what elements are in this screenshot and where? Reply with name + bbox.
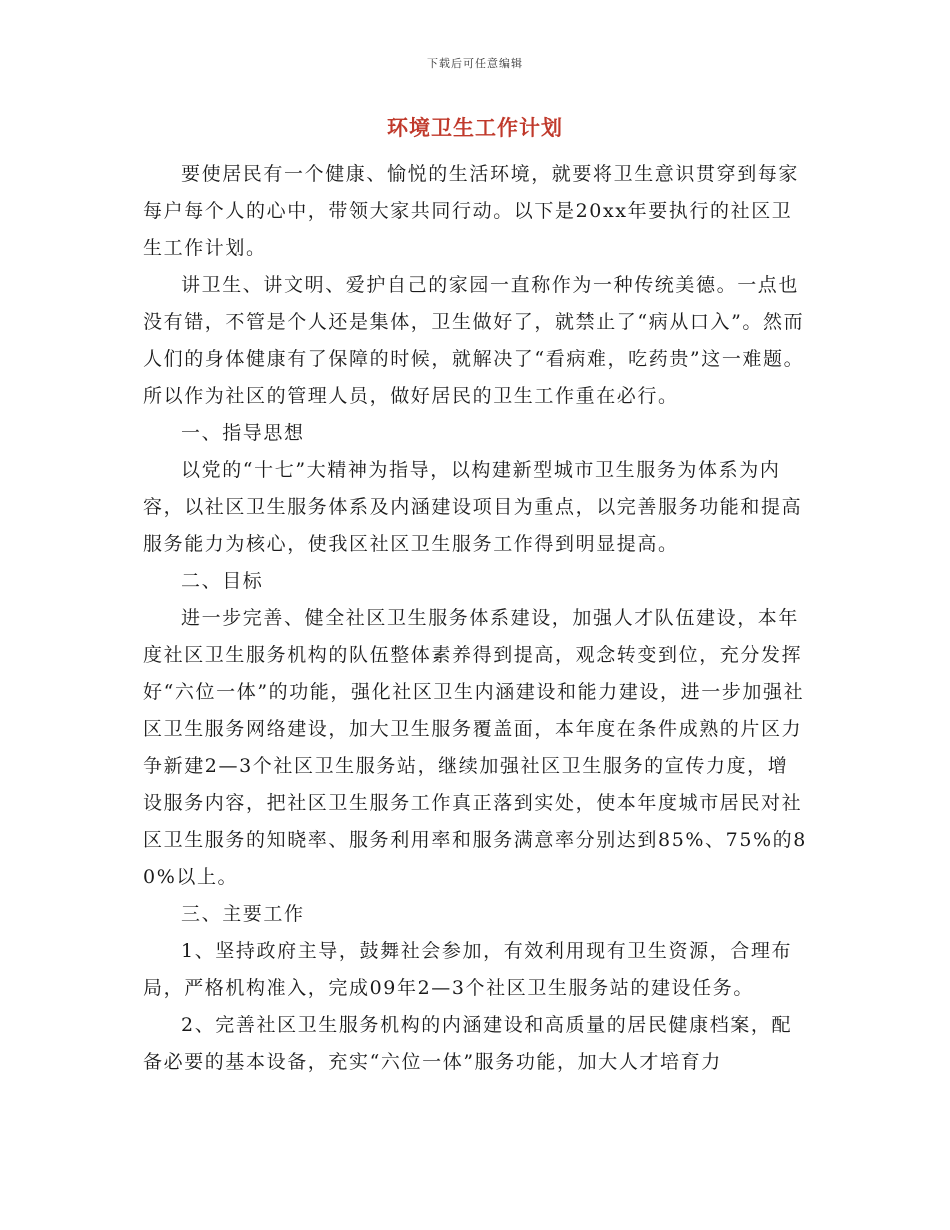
main-work-item-1: 1、坚持政府主导，鼓舞社会参加，有效利用现有卫生资源，合理布局，严格机构准入，完成09年2—3个社区卫生服务站的建设任务。 xyxy=(143,940,793,999)
document-title: 环境卫生工作计划 xyxy=(387,115,563,140)
guiding-principle-paragraph: 以党的“十七”大精神为指导，以构建新型城市卫生服务为体系为内容，以社区卫生服务体系及内涵建设项目为重点，以完善服务功能和提高服务能力为核心，使我区社区卫生服务工作得到明显提高。 xyxy=(143,459,803,555)
main-work-item-2: 2、完善社区卫生服务机构的内涵建设和高质量的居民健康档案，配备必要的基本设备，充实“六位一体”服务功能，加大人才培育力 xyxy=(143,1014,793,1073)
document-body xyxy=(143,156,808,1081)
page-header-note: 下载后可任意编辑 xyxy=(427,57,523,70)
intro-paragraph: 要使居民有一个健康、愉悦的生活环境，就要将卫生意识贯穿到每家每户每个人的心中，带领大家共同行动。以下是20xx年要执行的社区卫生工作计划。 xyxy=(143,163,800,259)
section-heading-goals: 二、目标 xyxy=(181,570,264,592)
goals-paragraph: 进一步完善、健全社区卫生服务体系建设，加强人才队伍建设，本年度社区卫生服务机构的队伍整体素养得到提高，观念转变到位，充分发挥好“六位一体”的功能，强化社区卫生内涵建设和能力建设，进一步加强社区卫生服务网络建设，加大卫生服务覆盖面，本年度在条件成熟的片区力争新建2—3个社区卫生服务站，继续加强社区卫生服务的宣传力度，增设服务内容，把社区卫生服务工作真正落到实处，使本年度城市居民对社区卫生服务的知晓率、服务利用率和服务满意率分别达到85%、75%的80%以上。 xyxy=(143,607,807,888)
section-heading-guiding-principle: 一、指导思想 xyxy=(181,422,305,444)
background-paragraph: 讲卫生、讲文明、爱护自己的家园一直称作为一种传统美德。一点也没有错，不管是个人还是集体，卫生做好了，就禁止了“病从口入”。然而人们的身体健康有了保障的时候，就解决了“看病难，吃药贵”这一难题。所以作为社区的管理人员，做好居民的卫生工作重在必行。 xyxy=(143,274,805,407)
section-heading-main-work: 三、主要工作 xyxy=(181,903,305,925)
